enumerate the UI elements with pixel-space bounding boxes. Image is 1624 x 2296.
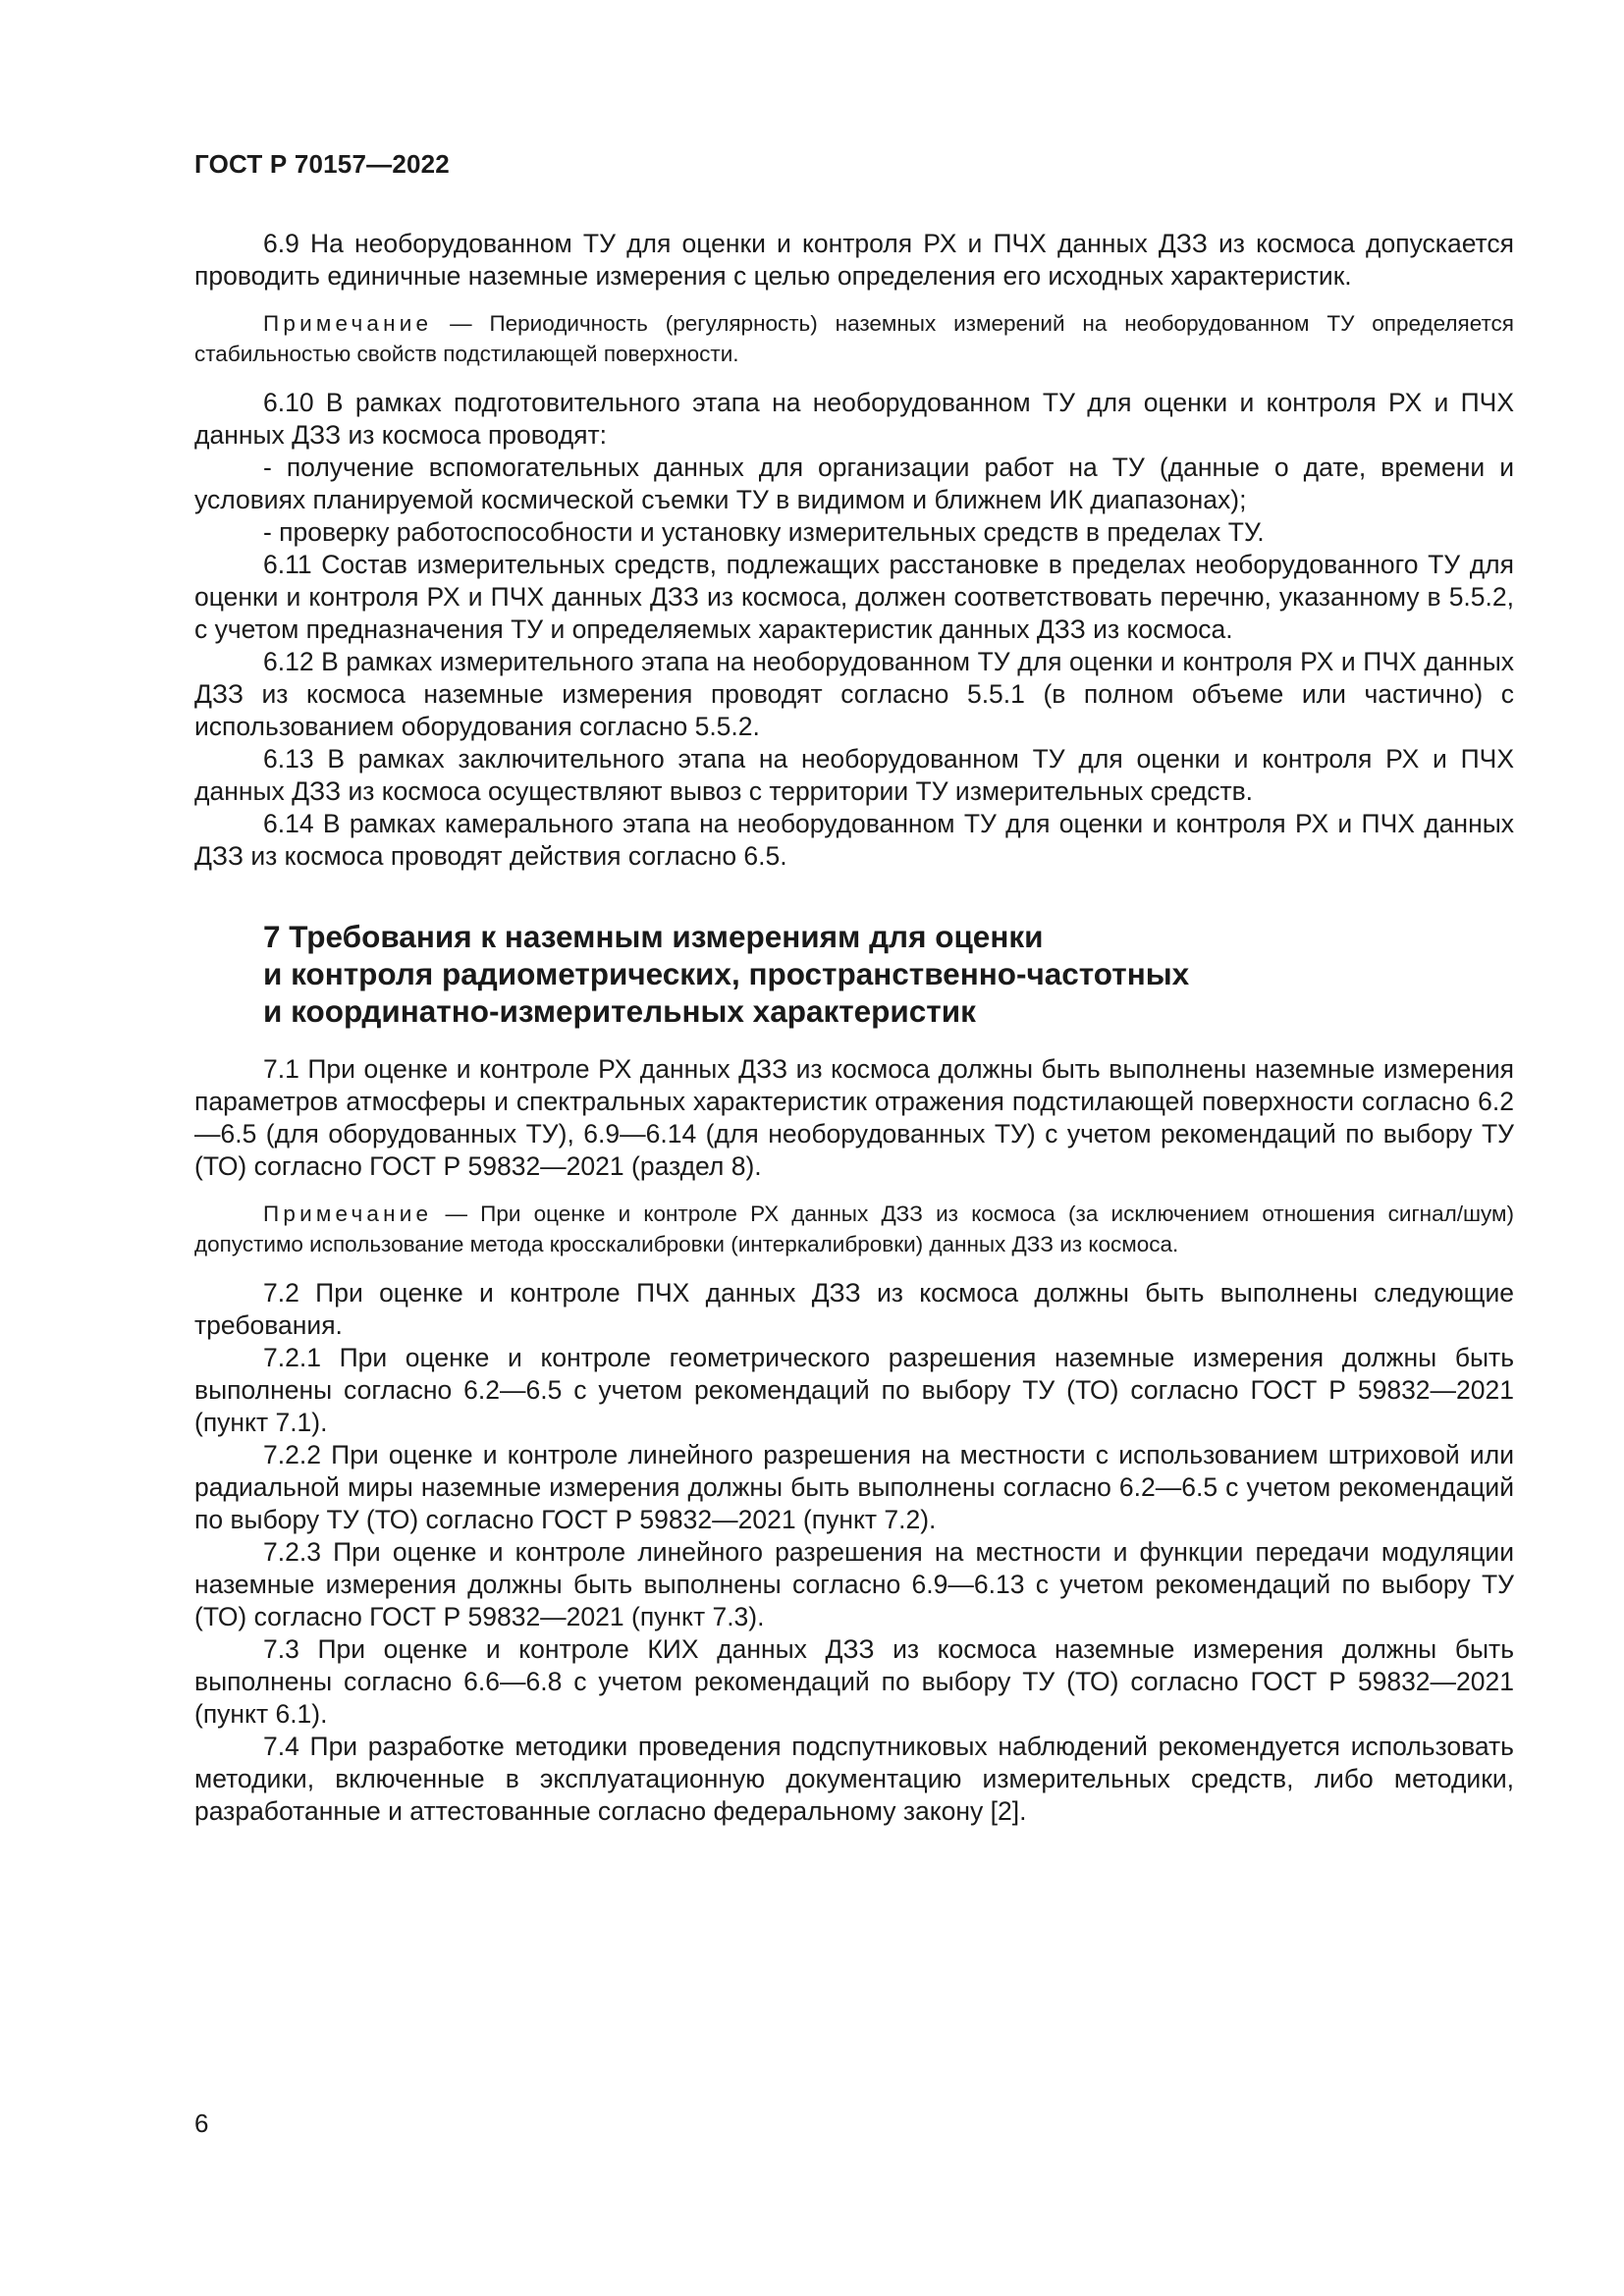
paragraph-7-2-1: 7.2.1 При оценке и контроле геометрического разрешения наземные измерения должны быть выполнены согласно 6.2—6.5 с учетом рекомендаций по выбору ТУ (ТО) согласно ГОСТ Р 59832—2021 (пункт 7.1). [194, 1343, 1514, 1437]
paragraph-6-11: 6.11 Состав измерительных средств, подлежащих расстановке в пределах необорудованного ТУ для оценки и контроля РХ и ПЧХ данных ДЗЗ из космоса, должен соответствовать перечню, указанному в 5.5.2, с учетом предназначения ТУ и определяемых характеристик данных ДЗЗ из космоса. [194, 550, 1514, 644]
document-header: ГОСТ Р 70157—2022 [194, 149, 450, 179]
section-title-line: и контроля радиометрических, пространственно-частотных [263, 956, 1190, 991]
page-number: 6 [194, 2109, 209, 2138]
list-item: - проверку работоспособности и установку измерительных средств в пределах ТУ. [263, 517, 1265, 547]
paragraph-6-9: 6.9 На необорудованном ТУ для оценки и контроля РХ и ПЧХ данных ДЗЗ из космоса допускается проводить единичные наземные измерения с целью определения его исходных характеристик. [194, 229, 1514, 291]
note-2 [194, 1199, 1514, 1259]
section-7-title [263, 918, 1514, 1030]
paragraph-7-2-3: 7.2.3 При оценке и контроле линейного разрешения на местности и функции передачи модуляции наземные измерения должны быть выполнены согласно 6.9—6.13 с учетом рекомендаций по выбору ТУ (ТО) согласно ГОСТ Р 59832—2021 (пункт 7.3). [194, 1537, 1514, 1631]
paragraph-7-3: 7.3 При оценке и контроле КИХ данных ДЗЗ из космоса наземные измерения должны быть выполнены согласно 6.6—6.8 с учетом рекомендаций по выбору ТУ (ТО) согласно ГОСТ Р 59832—2021 (пункт 6.1). [194, 1634, 1514, 1729]
note-label: Примечание [263, 311, 433, 336]
document-body [194, 228, 1514, 1828]
paragraph-6-13: 6.13 В рамках заключительного этапа на необорудованном ТУ для оценки и контроля РХ и ПЧХ данных ДЗЗ из космоса осуществляют вывоз с территории ТУ измерительных средств. [194, 744, 1514, 806]
paragraph-6-14: 6.14 В рамках камерального этапа на необорудованном ТУ для оценки и контроля РХ и ПЧХ данных ДЗЗ из космоса проводят действия согласно 6.5. [194, 809, 1514, 871]
paragraph-7-1: 7.1 При оценке и контроле РХ данных ДЗЗ из космоса должны быть выполнены наземные измерения параметров атмосферы и спектральных характеристик отражения подстилающей поверхности согласно 6.2—6.5 (для оборудованных ТУ), 6.9—6.14 (для необорудованных ТУ) с учетом рекомендаций по выбору ТУ (ТО) согласно ГОСТ Р 59832—2021 (раздел 8). [194, 1054, 1514, 1181]
note-label: Примечание [263, 1201, 433, 1226]
section-title-line: и координатно-измерительных характеристик [263, 993, 976, 1029]
note-text: — При оценке и контроле РХ данных ДЗЗ из космоса (за исключением отношения сигнал/шум) допустимо использование метода кросскалибровки (интеркалибровки) данных ДЗЗ из космоса. [194, 1201, 1514, 1256]
paragraph-7-4: 7.4 При разработке методики проведения подспутниковых наблюдений рекомендуется использовать методики, включенные в эксплуатационную документацию измерительных средств, либо методики, разработанные и аттестованные согласно федеральному закону [2]. [194, 1732, 1514, 1826]
paragraph-7-2-2: 7.2.2 При оценке и контроле линейного разрешения на местности с использованием штриховой или радиальной миры наземные измерения должны быть выполнены согласно 6.2—6.5 с учетом рекомендаций по выбору ТУ (ТО) согласно ГОСТ Р 59832—2021 (пункт 7.2). [194, 1440, 1514, 1534]
paragraph-6-10: 6.10 В рамках подготовительного этапа на необорудованном ТУ для оценки и контроля РХ и ПЧХ данных ДЗЗ из космоса проводят: [194, 388, 1514, 450]
list-item: - получение вспомогательных данных для организации работ на ТУ (данные о дате, времени и условиях планируемой космической съемки ТУ в видимом и ближнем ИК диапазонах); [194, 453, 1514, 514]
paragraph-7-2: 7.2 При оценке и контроле ПЧХ данных ДЗЗ из космоса должны быть выполнены следующие требования. [194, 1278, 1514, 1340]
paragraph-6-12: 6.12 В рамках измерительного этапа на необорудованном ТУ для оценки и контроля РХ и ПЧХ данных ДЗЗ из космоса наземные измерения проводят согласно 5.5.1 (в полном объеме или частично) с использованием оборудования согласно 5.5.2. [194, 647, 1514, 741]
note-text: — Периодичность (регулярность) наземных измерений на необорудованном ТУ определяется стабильностью свойств подстилающей поверхности. [194, 311, 1514, 366]
note-1 [194, 308, 1514, 369]
section-title-line: 7 Требования к наземным измерениям для оценки [263, 919, 1044, 954]
